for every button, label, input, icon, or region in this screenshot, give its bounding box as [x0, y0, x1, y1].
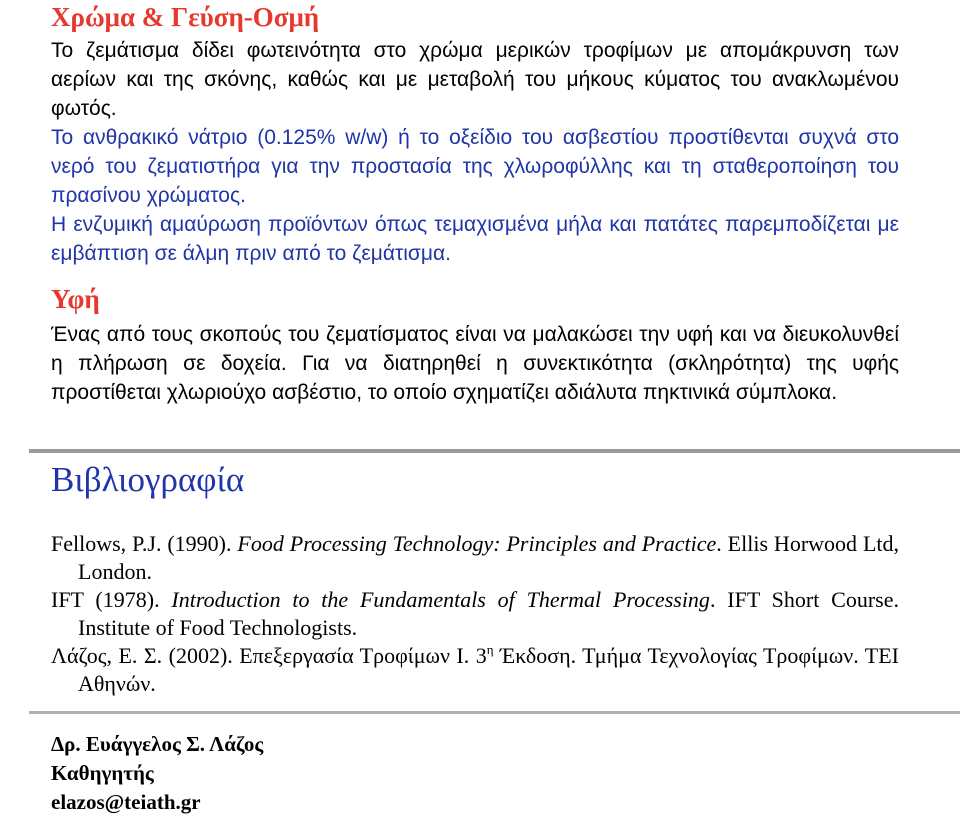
reference-ift-title: Introduction to the Fundamentals of Thermal Processing: [171, 587, 710, 612]
reference-fellows: [51, 530, 899, 586]
reference-ift-post: . IFT Short Course. Institute of Food Technologists.: [78, 587, 899, 640]
reference-fellows-post: . Ellis Horwood Ltd, London.: [78, 531, 899, 584]
section-divider-top: [29, 449, 960, 453]
texture-paragraph: Ένας από τους σκοπούς του ζεματίσματος είναι να μαλακώσει την υφή και να διευκολυνθεί η πλήρωση σε δοχεία. Για να διατηρηθεί η συνεκτικότητα (σκληρότητα) της υφής προστίθεται χλωριούχο ασβέστιο, το οποίο σχηματίζει αδιάλυτα πηκτινικά σύμπλοκα.: [51, 323, 899, 404]
reference-ift-pre: IFT (1978).: [51, 587, 172, 612]
reference-lazos-post: Έκδοση. Τμήμα Τεχνολογίας Τροφίμων. ΤΕΙ Αθηνών.: [78, 643, 899, 696]
reference-fellows-title: Food Processing Technology: Principles and Practice: [237, 531, 717, 556]
reference-lazos-pre: Λάζος, Ε. Σ. (2002). Επεξεργασία Τροφίμων Ι. 3: [51, 643, 487, 668]
color-section: [51, 2, 899, 268]
texture-section-title: Υφή: [51, 284, 100, 314]
color-paragraph-3: Η ενζυμική αμαύρωση προϊόντων όπως τεμαχισμένα μήλα και πατάτες παρεμποδίζεται με εμβάπτιση σε άλμη πριν από το ζεμάτισμα.: [51, 213, 899, 265]
color-section-title: Χρώμα & Γεύση-Οσμή: [51, 2, 320, 32]
reference-fellows-pre: Fellows, P.J. (1990).: [51, 531, 238, 556]
reference-lazos-edition-sup: η: [486, 642, 494, 657]
author-block: [51, 730, 899, 817]
author-email[interactable]: elazos@teiath.gr: [51, 790, 201, 814]
color-paragraph-1: Το ζεμάτισμα δίδει φωτεινότητα στο χρώμα μερικών τροφίμων με απομάκρυνση των αερίων και της σκόνης, καθώς και με μεταβολή του μήκους κύματος του ανακλωμένου φωτός.: [51, 39, 899, 120]
reference-ift: [51, 586, 899, 642]
bibliography-title: Βιβλιογραφία: [51, 460, 245, 499]
bibliography-section: [51, 460, 899, 698]
texture-section: [51, 284, 899, 407]
author-role: Καθηγητής: [51, 761, 154, 785]
author-name: Δρ. Ευάγγελος Σ. Λάζος: [51, 732, 264, 756]
color-paragraph-2: Το ανθρακικό νάτριο (0.125% w/w) ή το οξείδιο του ασβεστίου προστίθενται συχνά στο νερό του ζεματιστήρα για την προστασία της χλωροφύλλης και τη σταθεροποίηση του πρασίνου χρώματος.: [51, 126, 899, 207]
reference-lazos: [51, 642, 899, 698]
section-divider-bottom: [29, 711, 960, 714]
